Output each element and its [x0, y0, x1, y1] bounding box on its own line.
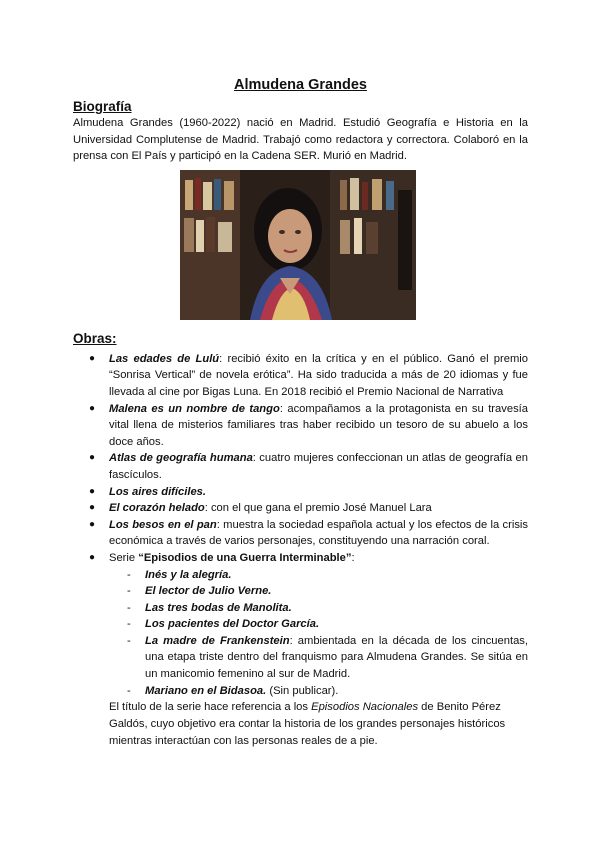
- serie-books-list: [109, 567, 528, 700]
- dash-icon: -: [127, 585, 131, 598]
- author-photo-illustration: [180, 170, 416, 320]
- book-title: Inés y la alegría.: [145, 568, 232, 581]
- serie-prefix: Serie: [109, 551, 139, 564]
- list-item: [73, 500, 528, 517]
- work-title: Atlas de geografía humana: [109, 452, 253, 465]
- work-title: El corazón helado: [109, 502, 205, 515]
- bullet-icon: ●: [89, 352, 96, 364]
- bullet-icon: ●: [89, 518, 96, 530]
- page-title: Almudena Grandes: [234, 77, 367, 93]
- note-italic-title: Episodios Nacionales: [311, 701, 419, 714]
- dash-icon: -: [127, 684, 131, 697]
- book-title: Los pacientes del Doctor García.: [145, 618, 320, 631]
- serie-suffix: :: [351, 551, 355, 564]
- works-list: [73, 351, 528, 699]
- biografia-heading: Biografía: [73, 99, 132, 114]
- work-title: Malena es un nombre de tango: [109, 402, 280, 415]
- bullet-icon: ●: [89, 502, 96, 514]
- work-description: : recibió éxito en la crítica y en el público. Ganó el premio “Sonrisa Vertical” de novela erótica”. Ha sido traducida a más de 20 idiomas y fue llevada al cine por Bigas Luna. En 2018 recibió el Premio Nacional de Narrativa: [109, 352, 529, 398]
- note-text-before: El título de la serie hace referencia a los: [109, 701, 312, 714]
- document-content: [73, 76, 528, 750]
- author-photo: [180, 170, 416, 320]
- serie-note: [109, 699, 528, 750]
- list-item: [73, 450, 528, 483]
- sub-list-item: [109, 583, 528, 600]
- dash-icon: -: [127, 568, 131, 581]
- work-description: : acompañamos a la protagonista en su travesía vital llena de misterios familiares tras haber recibido un tesoro de su abuelo a los doce años.: [109, 402, 528, 448]
- obras-heading: Obras:: [73, 330, 117, 346]
- sub-list-item: [109, 567, 528, 584]
- work-title: Los besos en el pan: [109, 518, 217, 531]
- list-item: [73, 351, 528, 401]
- sub-list-item: [109, 683, 528, 700]
- book-title: La madre de Frankenstein: [145, 634, 290, 647]
- sub-list-item: [109, 600, 528, 617]
- bullet-icon: ●: [89, 402, 96, 414]
- work-description: : muestra la sociedad española actual y los efectos de la crisis económica a través de varios personajes, constituyendo una narración coral.: [109, 518, 528, 548]
- list-item: [73, 484, 528, 501]
- work-description: : con el que gana el premio José Manuel Lara: [204, 502, 432, 515]
- sub-list-item: [109, 616, 528, 633]
- work-title: Las edades de Lulú: [109, 352, 220, 365]
- bullet-icon: ●: [89, 551, 96, 563]
- book-description: : ambientada en la década de los cincuentas, una etapa triste dentro del franquismo para Almudena Grandes. Se sitúa en un manicomio femenino al sur de Madrid.: [145, 634, 528, 681]
- list-item: [73, 517, 528, 550]
- work-description: : cuatro mujeres confeccionan un atlas de geografía en fascículos.: [109, 452, 528, 481]
- bullet-icon: ●: [89, 452, 96, 464]
- dash-icon: -: [127, 618, 131, 631]
- dash-icon: -: [127, 601, 131, 614]
- sub-list-item: [109, 633, 528, 683]
- list-item: [73, 401, 528, 451]
- biografia-text: Almudena Grandes (1960-2022) nació en Madrid. Estudió Geografía e Historia en la Universidad Complutense de Madrid. Trabajó como redactora y correctora. Colaboró en la prensa con El País y participó en la Cadena SER. Murió en Madrid.: [73, 117, 528, 163]
- book-description: (Sin publicar).: [266, 684, 339, 697]
- book-title: El lector de Julio Verne.: [145, 585, 272, 598]
- list-item-serie: [73, 550, 528, 699]
- book-title: Mariano en el Bidasoa.: [145, 684, 267, 697]
- note-text-after: de Benito Pérez Galdós, cuyo objetivo era contar la historia de los grandes personajes históricos mientras interactúan con las personas reales de a pie.: [109, 701, 506, 748]
- serie-name: “Episodios de una Guerra Interminable”: [138, 551, 352, 564]
- bullet-icon: ●: [89, 485, 96, 497]
- book-title: Las tres bodas de Manolita.: [145, 601, 292, 614]
- dash-icon: -: [127, 634, 131, 647]
- work-title: Los aires difíciles.: [109, 485, 207, 498]
